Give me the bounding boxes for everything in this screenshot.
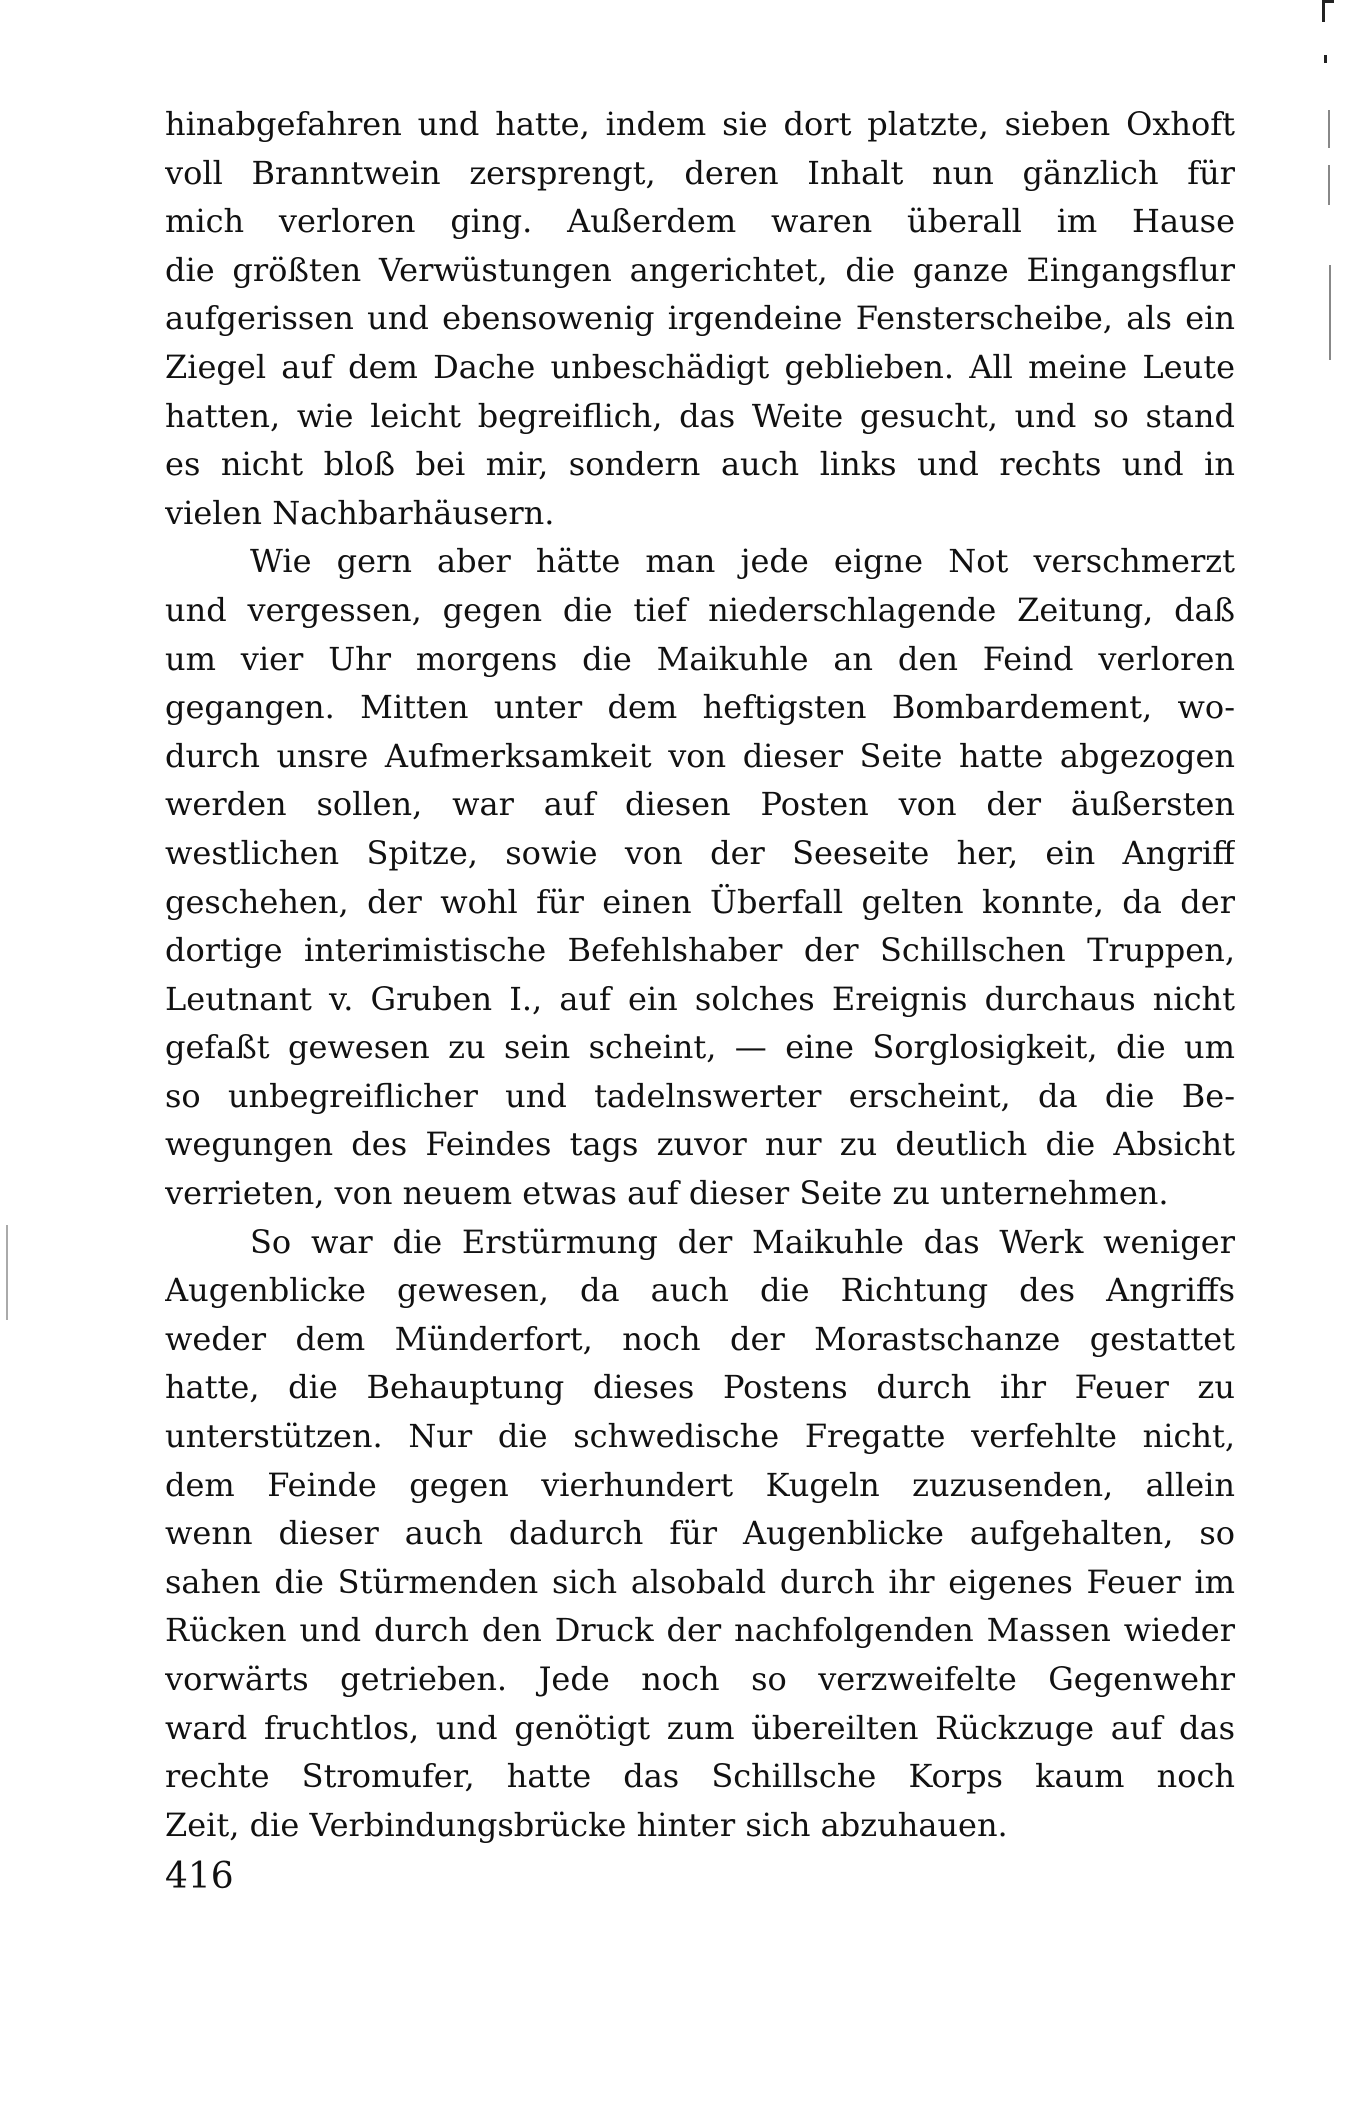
text-line: So war die Erstürmung der Maikuhle das Werk weniger [250, 1222, 1235, 1261]
text-line: vorwärts getrieben. Jede noch so verzweifelte Gegenwehr [165, 1660, 1235, 1698]
text-line: Zeit, die Verbindungsbrücke hinter sich abzuhauen. [165, 1805, 1008, 1844]
text-line: sahen die Stürmenden sich alsobald durch ihr eigenes Feuer im [165, 1562, 1235, 1601]
text-line: ward fruchtlos, und genötigt zum übereilten Rückzuge auf das [165, 1708, 1235, 1747]
text-line: werden sollen, war auf diesen Posten von der äußersten [165, 785, 1235, 824]
text-line: dem Feinde gegen vierhundert Kugeln zuzusenden, allein [165, 1465, 1235, 1504]
page-number: 416 [165, 1856, 234, 1898]
text-line: hinabgefahren und hatte, indem sie dort platzte, sieben Oxhoft [165, 105, 1235, 143]
text-line: gefaßt gewesen zu sein scheint, — eine Sorglosigkeit, die um [165, 1028, 1235, 1067]
text-line: vielen Nachbarhäusern. [165, 493, 555, 532]
text-line: hatten, wie leicht begreiflich, das Weite gesucht, und so stand [165, 396, 1235, 435]
text-line: mich verloren ging. Außerdem waren überall im Hause [165, 202, 1235, 241]
text-line: hatte, die Behauptung dieses Postens durch ihr Feuer zu [165, 1368, 1235, 1407]
scan-edge-mark [1329, 265, 1331, 360]
paragraph-2 [165, 537, 1235, 1217]
text-line: es nicht bloß bei mir, sondern auch links und rechts und in [165, 445, 1235, 484]
scan-edge-mark [6, 1225, 8, 1320]
paragraph-3 [165, 1218, 1235, 1850]
scan-edge-mark [1322, 0, 1334, 3]
text-line: um vier Uhr morgens die Maikuhle an den Feind verloren [165, 639, 1235, 678]
scan-edge-mark [1322, 0, 1325, 22]
text-line: aufgerissen und ebensowenig irgendeine Fensterscheibe, als ein [165, 299, 1235, 338]
text-line: durch unsre Aufmerksamkeit von dieser Seite hatte abgezogen [165, 736, 1235, 775]
text-line: westlichen Spitze, sowie von der Seeseite her, ein Angriff [165, 833, 1235, 872]
text-line: gegangen. Mitten unter dem heftigsten Bombardement, wo- [165, 688, 1235, 727]
text-line: geschehen, der wohl für einen Überfall gelten konnte, da der [165, 882, 1235, 921]
text-line: Leutnant v. Gruben I., auf ein solches Ereignis durchaus nicht [165, 979, 1235, 1018]
text-line: Rücken und durch den Druck der nachfolgenden Massen wieder [165, 1611, 1235, 1650]
text-line: unterstützen. Nur die schwedische Fregatte verfehlte nicht, [165, 1417, 1235, 1456]
text-line: voll Branntwein zersprengt, deren Inhalt nun gänzlich für [165, 153, 1235, 192]
text-line: Wie gern aber hätte man jede eigne Not verschmerzt [250, 542, 1235, 581]
text-line: Augenblicke gewesen, da auch die Richtung des Angriffs [165, 1271, 1235, 1310]
text-line: verrieten, von neuem etwas auf dieser Seite zu unternehmen. [165, 1174, 1169, 1213]
text-line: wegungen des Feindes tags zuvor nur zu deutlich die Absicht [165, 1125, 1235, 1164]
book-page [165, 100, 1235, 1903]
text-line: Ziegel auf dem Dache unbeschädigt geblieben. All meine Leute [165, 347, 1235, 386]
scan-edge-mark [1328, 110, 1330, 148]
text-line: weder dem Münderfort, noch der Morastschanze gestattet [165, 1319, 1235, 1358]
text-line: rechte Stromufer, hatte das Schillsche Korps kaum noch [165, 1757, 1235, 1796]
scan-edge-mark [1324, 55, 1327, 63]
paragraph-1 [165, 100, 1235, 537]
text-line: die größten Verwüstungen angerichtet, die ganze Eingangsflur [165, 250, 1235, 289]
text-line: so unbegreiflicher und tadelnswerter erscheint, da die Be- [165, 1076, 1235, 1115]
text-line: dortige interimistische Befehlshaber der Schillschen Truppen, [165, 931, 1235, 970]
scan-edge-mark [1328, 165, 1330, 205]
text-line: wenn dieser auch dadurch für Augenblicke aufgehalten, so [165, 1514, 1235, 1553]
text-line: und vergessen, gegen die tief niederschlagende Zeitung, daß [165, 590, 1235, 629]
